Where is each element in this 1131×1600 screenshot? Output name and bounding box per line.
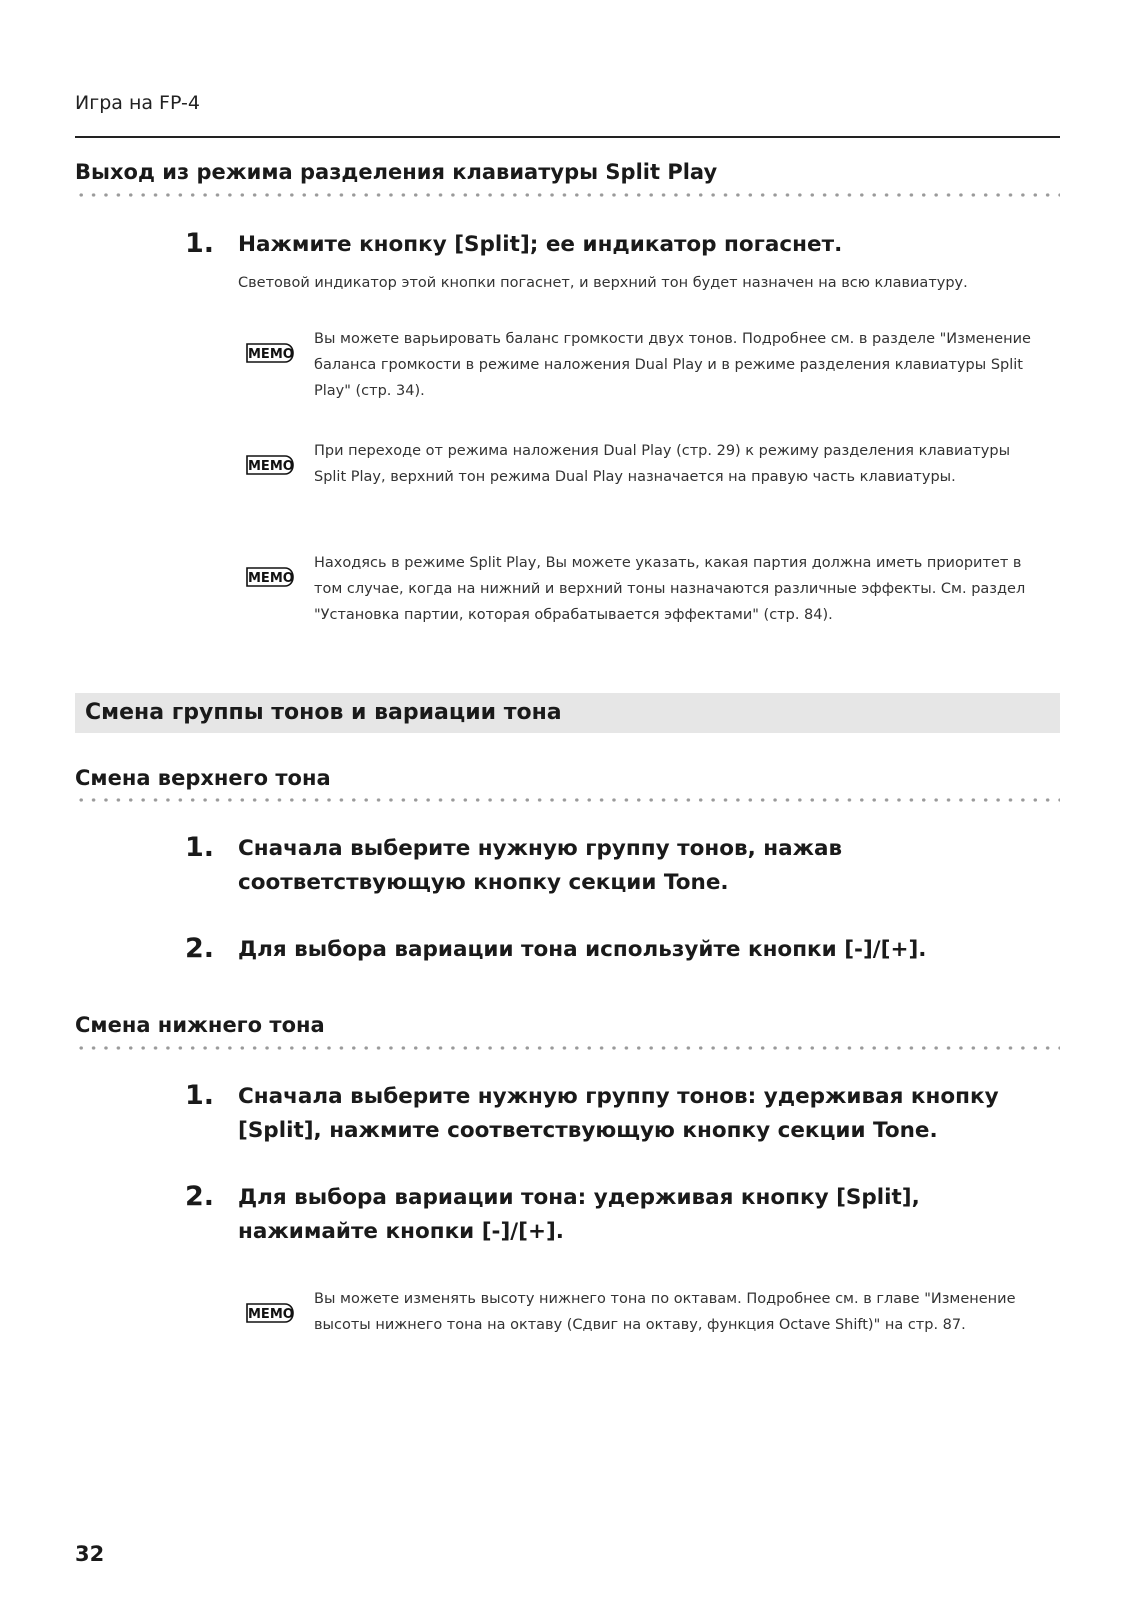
- subsection-title-lower: Смена нижнего тона: [75, 1013, 325, 1037]
- page-header: Игра на FP-4: [75, 92, 200, 114]
- step-number: 1.: [185, 1080, 215, 1111]
- step-description: Световой индикатор этой кнопки погаснет, и верхний тон будет назначен на всю клавиатуру.: [238, 275, 968, 291]
- step-text: Для выбора вариации тона используйте кнопки [-]/[+].: [238, 937, 927, 962]
- step-number: 1.: [185, 832, 215, 863]
- dotted-divider: [75, 193, 1060, 197]
- memo-icon: [244, 1302, 295, 1324]
- memo-icon: [244, 454, 295, 476]
- memo-icon: [244, 342, 295, 364]
- memo-text: Находясь в режиме Split Play, Вы можете указать, какая партия должна иметь приоритет в том случае, когда на нижний и верхний тоны назначаются различные эффекты. См. раздел "Установка партии, которая обрабатывается эффектами" (стр. 84).: [314, 555, 1026, 623]
- dotted-divider: [75, 798, 1060, 802]
- memo-icon-label: MEMO: [248, 459, 294, 474]
- step-text: Сначала выберите нужную группу тонов, нажав соответствующую кнопку секции Tone.: [238, 836, 843, 895]
- memo-icon-label: MEMO: [248, 1307, 294, 1322]
- memo-icon: [244, 566, 295, 588]
- step-number: 2.: [185, 933, 215, 964]
- section-title-exit-split: Выход из режима разделения клавиатуры Split Play: [75, 160, 718, 184]
- step-text: Нажмите кнопку [Split]; ее индикатор погаснет.: [238, 232, 843, 257]
- memo-text: Вы можете варьировать баланс громкости двух тонов. Подробнее см. в разделе "Изменение баланса громкости в режиме наложения Dual Play и в режиме разделения клавиатуры Split Play" (стр. 34).: [314, 331, 1031, 399]
- memo-text: Вы можете изменять высоту нижнего тона по октавам. Подробнее см. в главе "Изменение высоты нижнего тона на октаву (Сдвиг на октаву, функция Octave Shift)" на стр. 87.: [314, 1291, 1016, 1333]
- step-number: 2.: [185, 1181, 215, 1212]
- page-number: 32: [75, 1542, 105, 1566]
- dotted-divider: [75, 1046, 1060, 1050]
- memo-icon-label: MEMO: [248, 571, 294, 586]
- section-title-tone-change: Смена группы тонов и вариации тона: [85, 700, 562, 725]
- memo-icon-label: MEMO: [248, 347, 294, 362]
- subsection-title-upper: Смена верхнего тона: [75, 766, 331, 790]
- step-number: 1.: [185, 228, 215, 259]
- step-text: Сначала выберите нужную группу тонов: удерживая кнопку [Split], нажмите соответствующую кнопку секции Tone.: [238, 1084, 999, 1143]
- memo-text: При переходе от режима наложения Dual Play (стр. 29) к режиму разделения клавиатуры Split Play, верхний тон режима Dual Play назначается на правую часть клавиатуры.: [314, 443, 1011, 485]
- step-text: Для выбора вариации тона: удерживая кнопку [Split], нажимайте кнопки [-]/[+].: [238, 1185, 920, 1244]
- header-rule: [75, 136, 1060, 138]
